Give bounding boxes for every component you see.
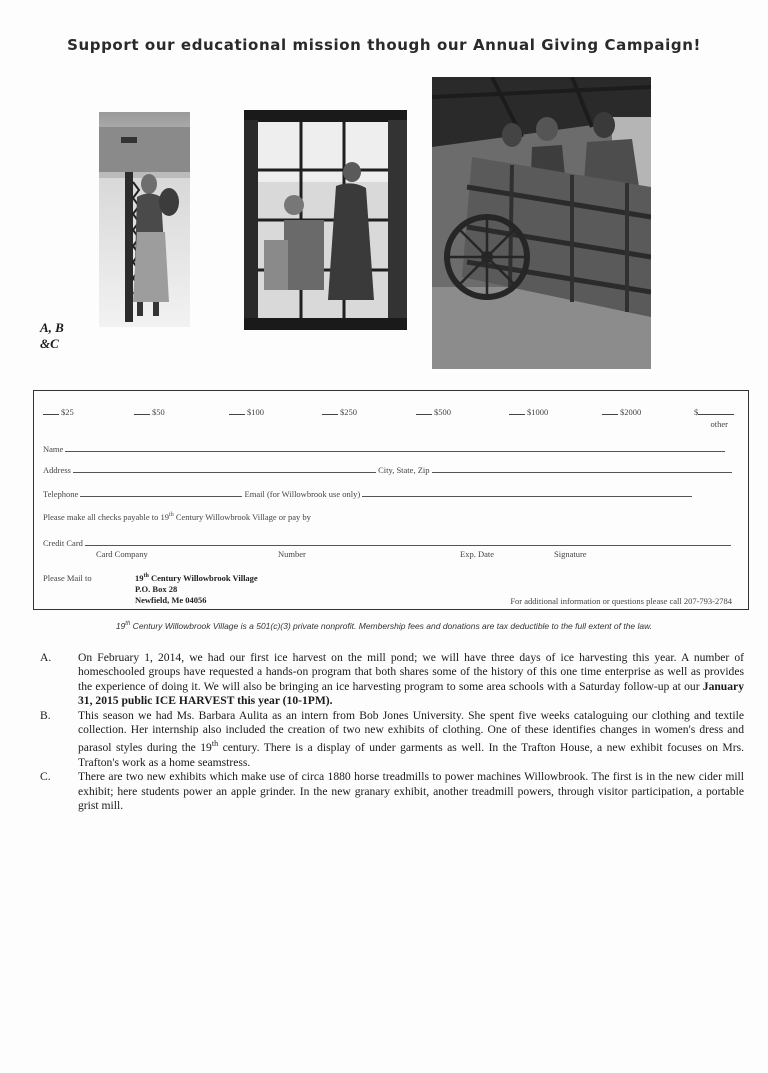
photo-caption-line2: &C bbox=[40, 336, 59, 351]
telephone-field[interactable] bbox=[80, 488, 242, 497]
other-amount-field[interactable] bbox=[698, 414, 734, 415]
amount-option-1000[interactable] bbox=[509, 407, 548, 417]
email-field[interactable] bbox=[362, 488, 692, 497]
note-sup: th bbox=[211, 739, 219, 749]
note-c bbox=[40, 770, 744, 813]
amount-option-50[interactable] bbox=[134, 407, 165, 417]
amount-option-other[interactable] bbox=[694, 407, 734, 417]
number-label: Number bbox=[278, 549, 306, 559]
donation-form bbox=[33, 390, 749, 610]
name-row bbox=[43, 443, 736, 454]
note-text: On February 1, 2014, we had our first ice harvest on the mill pond; we will have three days of ice harvesting this year. A number of homeschooled groups have requested a hands-on program that both shares some of the history of this one time enterprise as well as provides the experience of doing it. We will also be bringing an ice harvesting program to some area schools with a Saturday follow-up at our bbox=[78, 651, 744, 693]
card-company-label: Card Company bbox=[96, 549, 148, 559]
note-letter: A. bbox=[40, 651, 52, 664]
photo-woman-at-window bbox=[244, 110, 407, 330]
amount-label: $25 bbox=[61, 407, 74, 417]
mail-org-name: 19th Century Willowbrook Village bbox=[135, 572, 258, 583]
mail-box: P.O. Box 28 bbox=[135, 583, 178, 594]
address-row bbox=[43, 464, 736, 475]
info-contact: For additional information or questions please call 207-793-2784 bbox=[510, 596, 732, 606]
name-field[interactable] bbox=[65, 443, 725, 452]
amount-option-500[interactable] bbox=[416, 407, 451, 417]
city-state-zip-label: City, State, Zip bbox=[378, 465, 430, 475]
nonprofit-statement: 19th Century Willowbrook Village is a 501(c)(3) private nonprofit. Membership fees and donations are tax deductible to the full extent of the law. bbox=[115, 621, 653, 631]
email-label: Email (for Willowbrook use only) bbox=[244, 489, 361, 499]
photo-woman-with-ice-saw bbox=[99, 112, 190, 327]
amount-label: $50 bbox=[152, 407, 165, 417]
credit-card-label: Credit Card bbox=[43, 538, 83, 548]
photo-caption-line1: A, B bbox=[40, 320, 64, 335]
photo-children-on-wagon bbox=[432, 77, 651, 369]
amount-option-100[interactable] bbox=[229, 407, 264, 417]
amount-option-2000[interactable] bbox=[602, 407, 641, 417]
amount-option-250[interactable] bbox=[322, 407, 357, 417]
mail-label: Please Mail to bbox=[43, 573, 92, 583]
note-b bbox=[40, 709, 744, 770]
note-letter: C. bbox=[40, 770, 51, 784]
checks-sup: th bbox=[169, 512, 174, 519]
mailing-address bbox=[135, 571, 258, 606]
exp-date-label: Exp. Date bbox=[460, 549, 494, 559]
amount-label: $1000 bbox=[527, 407, 549, 417]
checks-text: Please make all checks payable to 19 bbox=[43, 512, 170, 522]
telephone-label: Telephone bbox=[43, 489, 79, 499]
telephone-row bbox=[43, 488, 736, 499]
amount-label: $2000 bbox=[620, 407, 642, 417]
signature-label: Signature bbox=[554, 549, 587, 559]
address-field[interactable] bbox=[73, 464, 376, 473]
note-letter: B. bbox=[40, 708, 51, 722]
credit-card-row bbox=[43, 537, 736, 548]
page-headline: Support our educational mission though our Annual Giving Campaign! bbox=[67, 36, 701, 54]
checks-text-suffix: Century Willowbrook Village or pay by bbox=[173, 512, 311, 522]
amount-option-25[interactable] bbox=[43, 407, 74, 417]
note-bold-text: January 31, 2015 public ICE HARVEST this year (10-1PM). bbox=[78, 679, 744, 708]
note-a bbox=[40, 651, 744, 709]
note-text: There are two new exhibits which make use of circa 1880 horse treadmills to power machines Willowbrook. The first is in the new cider mill exhibit; here students power an apple grinder. In the new granary exhibit, another treadmill powers, through visitor participation, a portable grist mill. bbox=[78, 770, 744, 812]
amount-label: $250 bbox=[340, 407, 357, 417]
checks-note bbox=[43, 512, 736, 522]
city-state-zip-field[interactable] bbox=[432, 464, 732, 473]
amount-label: $100 bbox=[247, 407, 264, 417]
address-label: Address bbox=[43, 465, 71, 475]
notes-list bbox=[40, 651, 744, 813]
note-text: century. There is a display of under garments as well. In the Trafton House, a new exhibit focuses on Mrs. Trafton's work as a home seamstress. bbox=[78, 741, 745, 769]
amount-label: $500 bbox=[434, 407, 451, 417]
mail-city: Newfield, Me 04056 bbox=[135, 594, 207, 605]
other-prefix: $ bbox=[694, 407, 699, 417]
photo-caption bbox=[40, 320, 64, 352]
name-label: Name bbox=[43, 444, 64, 454]
credit-card-field[interactable] bbox=[85, 537, 731, 546]
other-label: other bbox=[710, 419, 728, 429]
note-text: This season we had Ms. Barbara Aulita as an intern from Bob Jones University. She spent five weeks cataloguing our clothing and textile collection. Her internship also included the creation of two new exhibits of clothing. One of these identifies changes in women's dress and parasol styles during the 19 bbox=[78, 708, 744, 755]
